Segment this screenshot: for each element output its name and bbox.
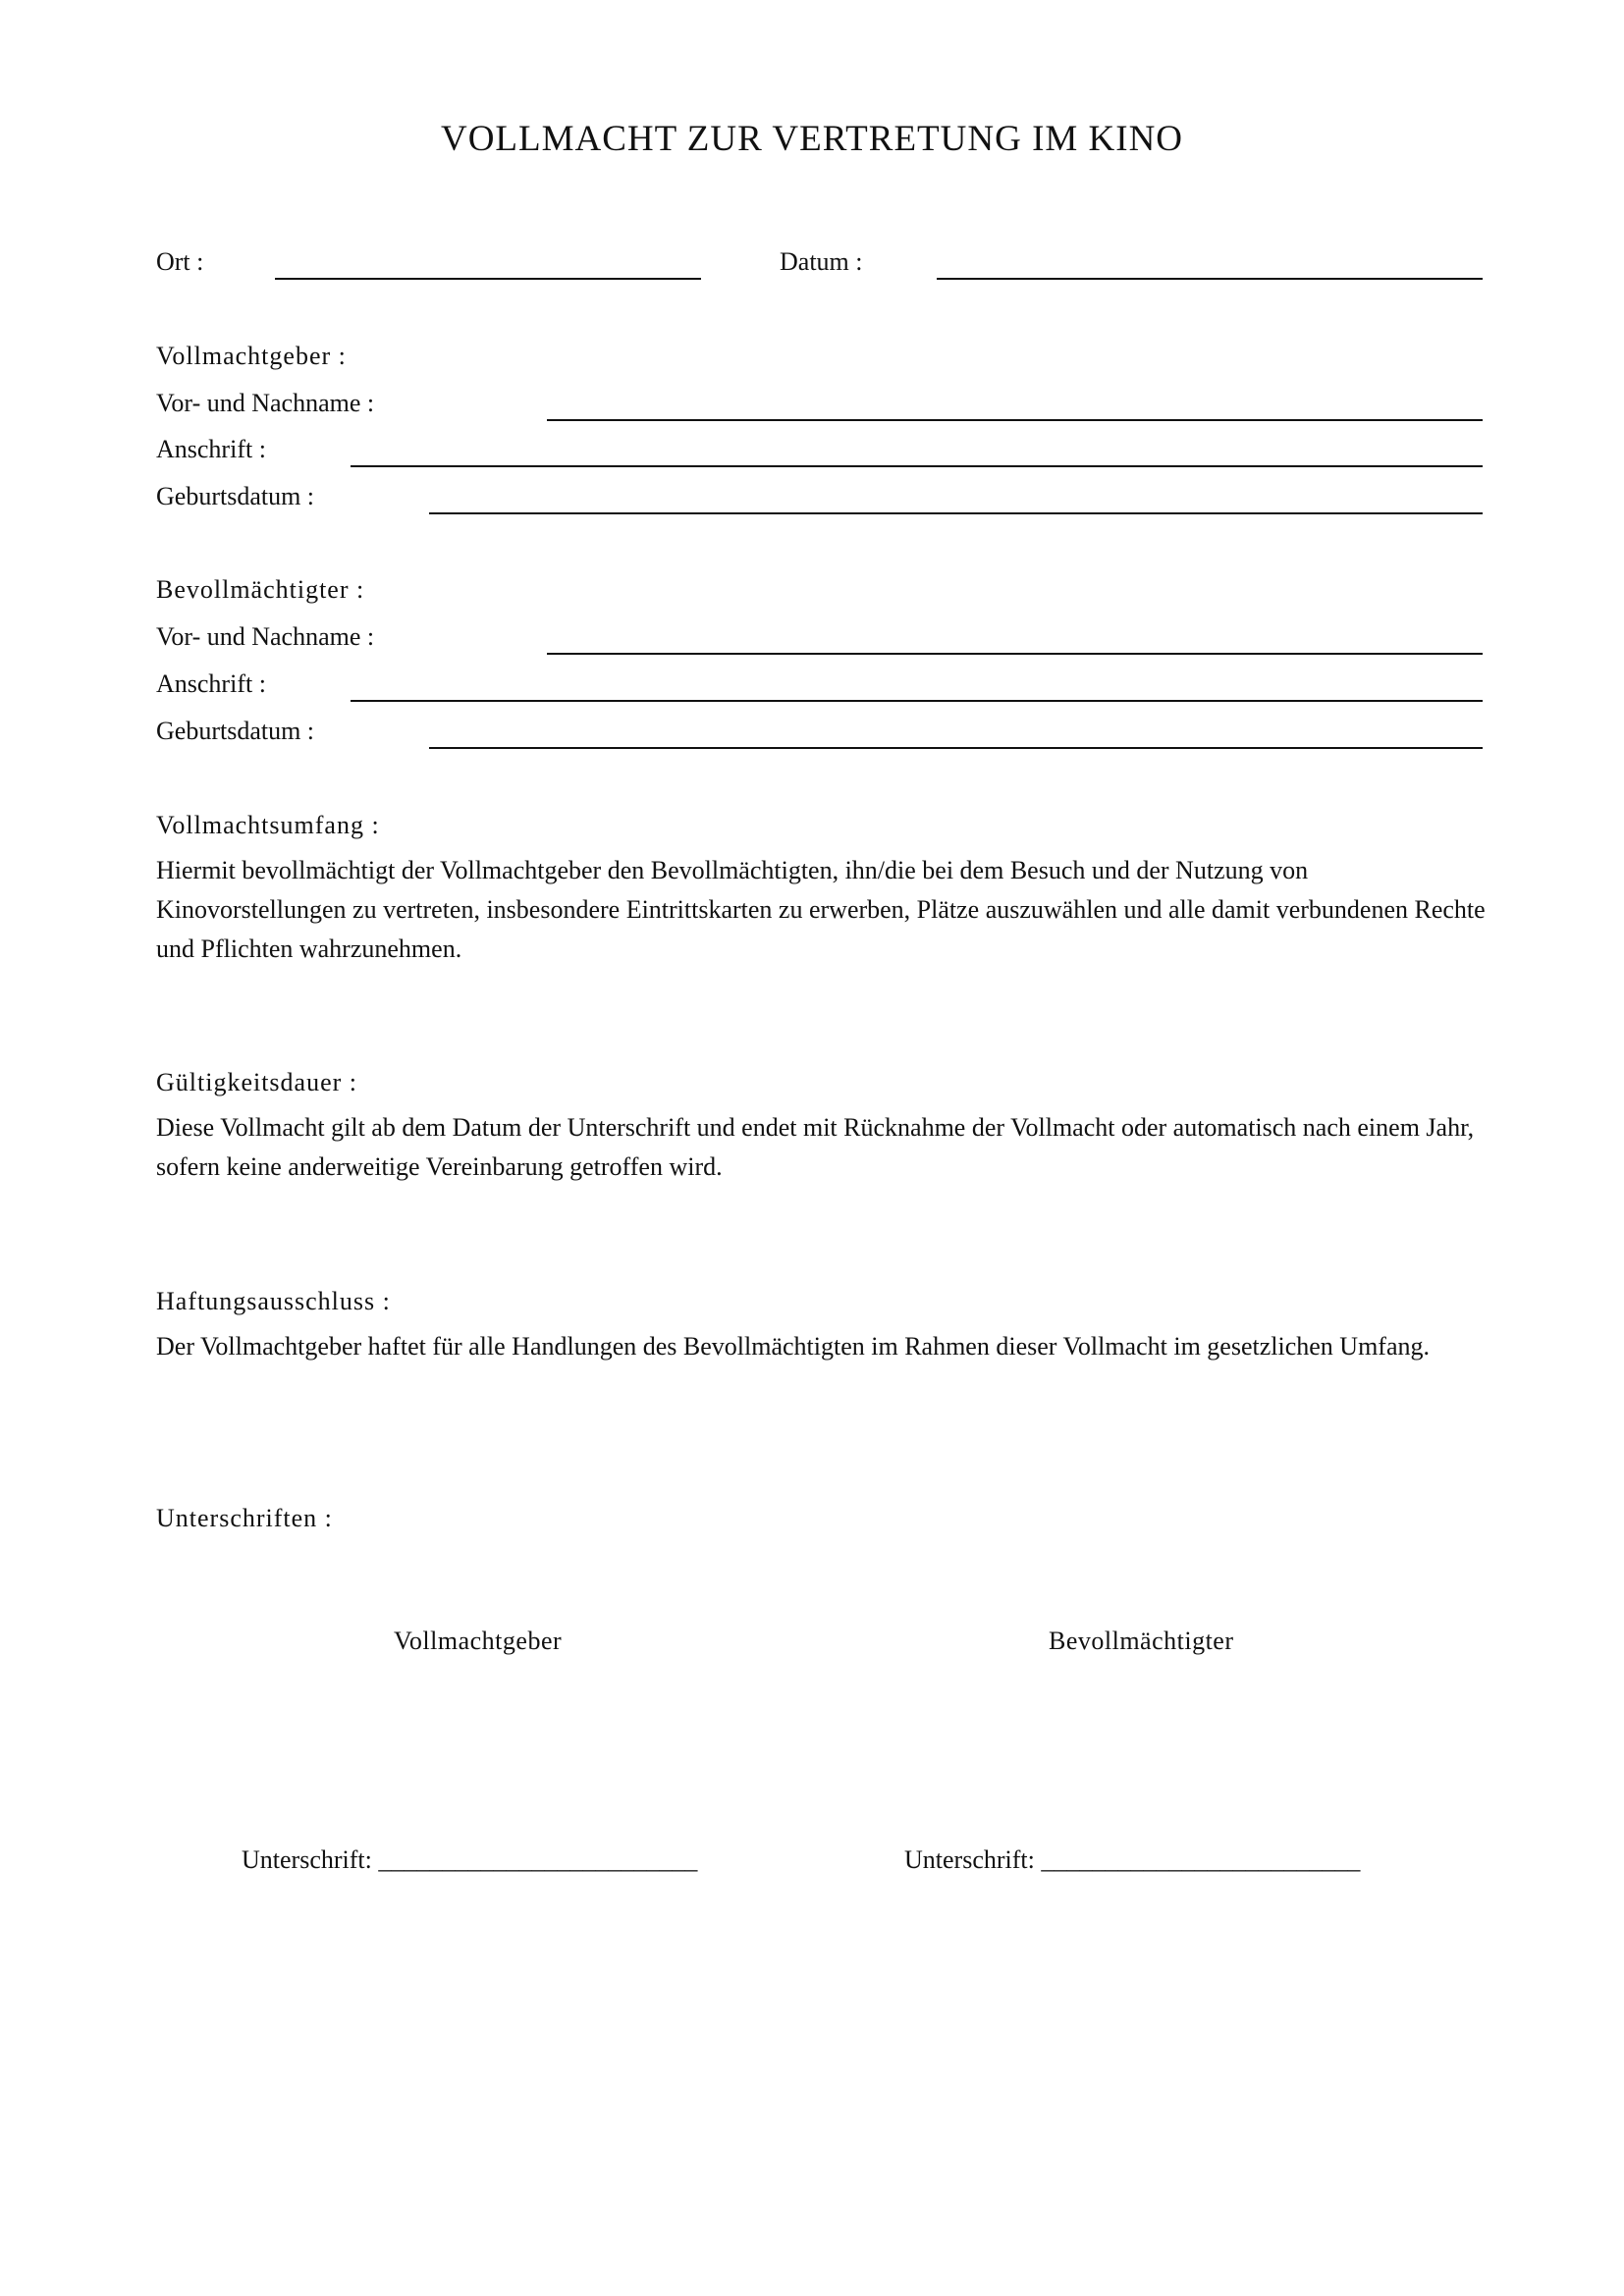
bevollmaechtigter-birthdate-field[interactable] [429,715,1490,744]
bevollmaechtigter-address-underline [351,700,1483,702]
bevollmaechtigter-name-underline [547,653,1483,655]
vollmachtgeber-birthdate-field[interactable] [429,480,1490,509]
vollmachtgeber-name-underline [547,419,1483,421]
signature-line-bevollmaechtigter[interactable]: Unterschrift: _________________________ [904,1845,1361,1874]
vollmachtgeber-address-field[interactable] [351,433,1490,462]
datum-label: Datum : [780,247,863,276]
vollmachtgeber-birthdate-underline [429,512,1483,514]
scope-heading: Vollmachtsumfang : [156,811,380,839]
vollmachtgeber-heading: Vollmachtgeber : [156,342,347,370]
bevollmaechtigter-birthdate-label: Geburtsdatum : [156,717,315,745]
ort-field[interactable] [275,245,709,275]
validity-text: Diese Vollmacht gilt ab dem Datum der Unterschrift und endet mit Rücknahme der Vollmacht oder automatisch nach einem Jahr, sofern keine anderweitige Vereinbarung getroffen wird. [156,1113,1475,1181]
ort-underline [275,278,701,280]
vollmachtgeber-birthdate-label: Geburtsdatum : [156,482,315,510]
bevollmaechtigter-heading: Bevollmächtigter : [156,575,365,604]
scope-text: Hiermit bevollmächtigt der Vollmachtgeber den Bevollmächtigten, ihn/die bei dem Besuch und der Nutzung von Kinovorstellungen zu vertreten, insbesondere Eintrittskarten zu erwerben, Plätze auszuwählen und alle damit verbundenen Rechte und Pflichten wahrzunehmen. [156,856,1486,963]
liability-heading: Haftungsausschluss : [156,1287,391,1315]
datum-field[interactable] [937,245,1490,275]
signature-party-bevollmaechtigter: Bevollmächtigter [1049,1627,1234,1655]
signature-line-vollmachtgeber[interactable]: Unterschrift: _________________________ [242,1845,698,1874]
vollmachtgeber-address-underline [351,465,1483,467]
bevollmaechtigter-address-label: Anschrift : [156,669,266,698]
vollmachtgeber-name-label: Vor- und Nachname : [156,389,375,417]
vollmachtgeber-address-label: Anschrift : [156,435,266,463]
validity-heading: Gültigkeitsdauer : [156,1068,358,1096]
datum-underline [937,278,1483,280]
ort-label: Ort : [156,247,204,276]
bevollmaechtigter-name-label: Vor- und Nachname : [156,622,375,651]
bevollmaechtigter-birthdate-underline [429,747,1483,749]
document-title: VOLLMACHT ZUR VERTRETUNG IM KINO [440,119,1184,159]
bevollmaechtigter-address-field[interactable] [351,667,1490,697]
bevollmaechtigter-name-field[interactable] [547,620,1490,650]
signature-party-vollmachtgeber: Vollmachtgeber [394,1627,563,1655]
liability-text: Der Vollmachtgeber haftet für alle Handlungen des Bevollmächtigten im Rahmen dieser Vollmacht im gesetzlichen Umfang. [156,1332,1430,1361]
signatures-heading: Unterschriften : [156,1504,333,1532]
vollmachtgeber-name-field[interactable] [547,387,1490,416]
